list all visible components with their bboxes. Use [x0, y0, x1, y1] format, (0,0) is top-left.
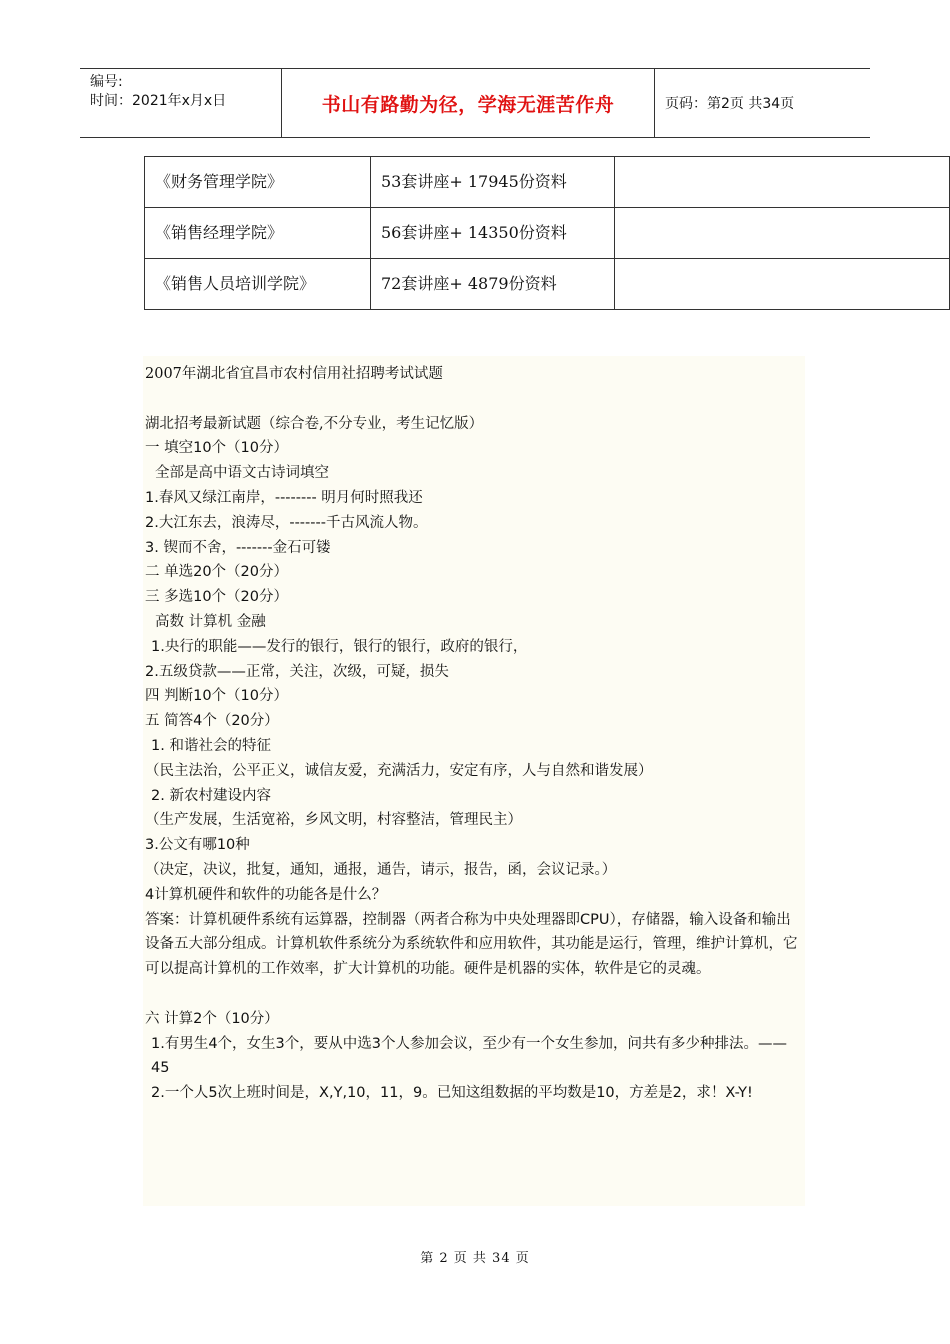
resource-table	[144, 156, 950, 310]
table-cell-name: 《销售经理学院》	[145, 208, 371, 259]
section-5-q4: 4计算机硬件和软件的功能各是什么？	[145, 886, 387, 903]
section-3-q2: 2.五级贷款——正常，关注，次级，可疑，损失	[145, 663, 449, 680]
table-cell-extra	[615, 259, 950, 310]
section-6-q2: 2.一个人5次上班时间是，X,Y,10，11，9。已知这组数据的平均数是10，方差是2，求！X-Y!	[151, 1085, 753, 1102]
section-3-heading: 三 多选10个（20分）	[145, 589, 289, 606]
header-motto-cell	[282, 69, 655, 137]
table-cell-desc: 53套讲座+ 17945份资料	[371, 157, 615, 208]
section-1-desc: 全部是高中语文古诗词填空	[155, 465, 329, 482]
section-5-a1: （民主法治，公平正义，诚信友爱，充满活力，安定有序，人与自然和谐发展）	[145, 762, 653, 779]
section-5-a4: 答案：计算机硬件系统有运算器，控制器（两者合称为中央处理器即CPU），存储器，输入设备和输出设备五大部分组成。计算机软件系统分为系统软件和应用软件，其功能是运行，管理，维护计算机，它可以提高计算机的工作效率，扩大计算机的功能。硬件是机器的实体，软件是它的灵魂。	[145, 911, 798, 978]
time-label: 时间：2021年x月x日	[90, 93, 227, 109]
section-5-a2: （生产发展，生活宽裕，乡风文明，村容整洁，管理民主）	[145, 812, 522, 829]
section-1-heading: 一 填空10个（10分）	[145, 440, 289, 457]
table-cell-name: 《销售人员培训学院》	[145, 259, 371, 310]
page-footer: 第 2 页 共 34 页	[420, 1251, 530, 1266]
header-page-info	[655, 69, 870, 137]
motto: 书山有路勤为径，学海无涯苦作舟	[321, 93, 615, 116]
section-1-q2: 2.大江东去，浪涛尽，-------千古风流人物。	[145, 514, 428, 531]
table-row	[145, 208, 950, 259]
table-cell-extra	[615, 157, 950, 208]
table-cell-extra	[615, 208, 950, 259]
section-6-q1: 1.有男生4个，女生3个，要从中选3个人参加会议，至少有一个女生参加，问共有多少种排法。——45	[151, 1035, 788, 1077]
table-row	[145, 157, 950, 208]
section-6-heading: 六 计算2个（10分）	[145, 1010, 279, 1027]
section-5-q1: 1. 和谐社会的特征	[151, 737, 271, 754]
section-1-q3: 3. 锲而不舍，-------金石可镂	[145, 539, 331, 556]
section-4-heading: 四 判断10个（10分）	[145, 688, 289, 705]
table-cell-desc: 72套讲座+ 4879份资料	[371, 259, 615, 310]
table-row	[145, 259, 950, 310]
section-5-q2: 2. 新农村建设内容	[151, 787, 271, 804]
table-cell-name: 《财务管理学院》	[145, 157, 371, 208]
page-header	[80, 68, 870, 138]
exam-title: 2007年湖北省宜昌市农村信用社招聘考试试题	[145, 366, 443, 382]
section-5-heading: 五 简答4个（20分）	[145, 713, 279, 730]
section-3-q1: 1.央行的职能——发行的银行，银行的银行，政府的银行，	[151, 638, 528, 655]
exam-content	[143, 356, 805, 1206]
number-label: 编号:	[90, 74, 123, 90]
exam-subtitle: 湖北招考最新试题（综合卷,不分专业，考生记忆版）	[145, 415, 484, 432]
header-meta	[80, 69, 282, 137]
section-1-q1: 1.春风又绿江南岸，-------- 明月何时照我还	[145, 489, 423, 506]
section-5-a3: （决定，决议，批复，通知，通报，通告，请示，报告，函，会议记录。）	[145, 861, 617, 878]
section-3-desc: 高数 计算机 金融	[155, 613, 266, 630]
section-2-heading: 二 单选20个（20分）	[145, 564, 289, 581]
section-5-q3: 3.公文有哪10种	[145, 837, 250, 854]
page-info: 页码：第2页 共34页	[665, 96, 795, 112]
table-cell-desc: 56套讲座+ 14350份资料	[371, 208, 615, 259]
